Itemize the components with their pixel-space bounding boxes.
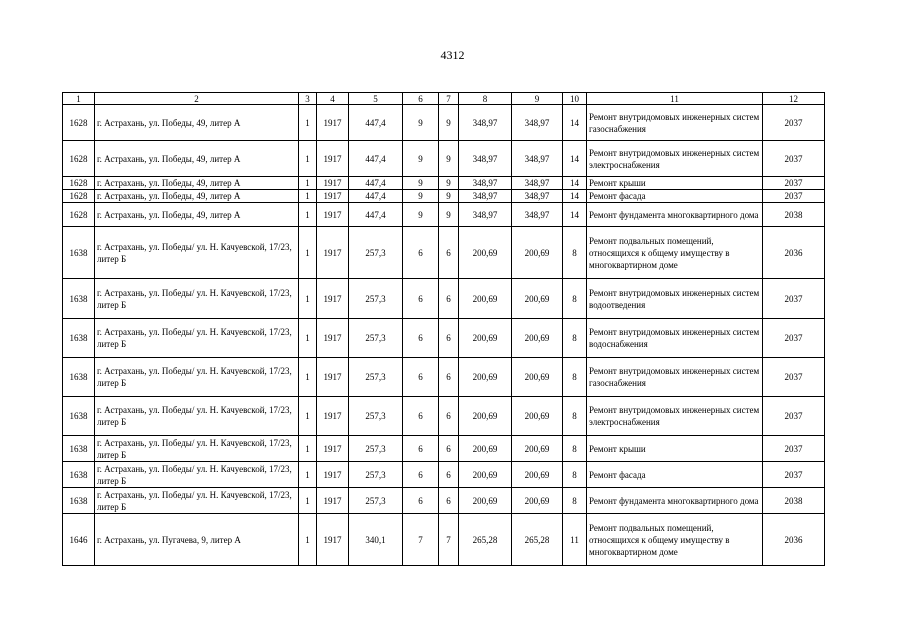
table-row (63, 177, 825, 190)
area-residential-cell: 200,69 (512, 279, 563, 319)
planned-year-cell: 2037 (763, 358, 825, 397)
register-table (62, 92, 825, 566)
col-7-cell: 6 (439, 436, 459, 462)
area-residential-cell: 200,69 (512, 488, 563, 514)
header-cell-4: 4 (317, 93, 349, 105)
area-residential-cell: 348,97 (512, 141, 563, 177)
col-10-cell: 8 (563, 462, 587, 488)
area-residential-cell: 200,69 (512, 227, 563, 279)
work-type-cell: Ремонт внутридомовых инженерных систем газоснабжения (587, 358, 763, 397)
address-cell: г. Астрахань, ул. Победы/ ул. Н. Качуевской, 17/23, литер Б (95, 436, 299, 462)
address-cell: г. Астрахань, ул. Победы, 49, литер А (95, 203, 299, 227)
col-7-cell: 7 (439, 514, 459, 566)
header-cell-5: 5 (349, 93, 403, 105)
year-cell: 1917 (317, 319, 349, 358)
col-10-cell: 8 (563, 397, 587, 436)
planned-year-cell: 2037 (763, 462, 825, 488)
row-id-cell: 1628 (63, 190, 95, 203)
year-cell: 1917 (317, 190, 349, 203)
address-cell: г. Астрахань, ул. Победы, 49, литер А (95, 177, 299, 190)
table-row (63, 436, 825, 462)
col-3-cell: 1 (299, 177, 317, 190)
area-living-cell: 265,28 (459, 514, 512, 566)
row-id-cell: 1628 (63, 141, 95, 177)
col-6-cell: 9 (403, 190, 439, 203)
col-10-cell: 8 (563, 279, 587, 319)
col-10-cell: 8 (563, 436, 587, 462)
col-6-cell: 9 (403, 141, 439, 177)
col-6-cell: 9 (403, 105, 439, 141)
col-6-cell: 6 (403, 488, 439, 514)
area-total-cell: 257,3 (349, 227, 403, 279)
year-cell: 1917 (317, 177, 349, 190)
col-3-cell: 1 (299, 203, 317, 227)
planned-year-cell: 2037 (763, 319, 825, 358)
col-10-cell: 14 (563, 141, 587, 177)
header-cell-6: 6 (403, 93, 439, 105)
row-id-cell: 1628 (63, 177, 95, 190)
header-cell-12: 12 (763, 93, 825, 105)
year-cell: 1917 (317, 279, 349, 319)
address-cell: г. Астрахань, ул. Победы, 49, литер А (95, 105, 299, 141)
area-residential-cell: 200,69 (512, 436, 563, 462)
row-id-cell: 1638 (63, 358, 95, 397)
area-living-cell: 200,69 (459, 488, 512, 514)
row-id-cell: 1638 (63, 319, 95, 358)
area-total-cell: 257,3 (349, 397, 403, 436)
col-10-cell: 14 (563, 177, 587, 190)
col-10-cell: 8 (563, 319, 587, 358)
year-cell: 1917 (317, 105, 349, 141)
area-living-cell: 200,69 (459, 319, 512, 358)
col-6-cell: 6 (403, 227, 439, 279)
col-3-cell: 1 (299, 141, 317, 177)
year-cell: 1917 (317, 462, 349, 488)
area-total-cell: 447,4 (349, 177, 403, 190)
col-6-cell: 6 (403, 279, 439, 319)
col-3-cell: 1 (299, 397, 317, 436)
work-type-cell: Ремонт крыши (587, 177, 763, 190)
area-residential-cell: 265,28 (512, 514, 563, 566)
area-residential-cell: 200,69 (512, 319, 563, 358)
area-living-cell: 200,69 (459, 397, 512, 436)
header-cell-7: 7 (439, 93, 459, 105)
col-6-cell: 9 (403, 203, 439, 227)
table-row (63, 488, 825, 514)
table-row (63, 190, 825, 203)
address-cell: г. Астрахань, ул. Пугачева, 9, литер А (95, 514, 299, 566)
address-cell: г. Астрахань, ул. Победы/ ул. Н. Качуевской, 17/23, литер Б (95, 397, 299, 436)
work-type-cell: Ремонт внутридомовых инженерных систем водоотведения (587, 279, 763, 319)
col-6-cell: 6 (403, 319, 439, 358)
col-7-cell: 9 (439, 190, 459, 203)
address-cell: г. Астрахань, ул. Победы/ ул. Н. Качуевской, 17/23, литер Б (95, 462, 299, 488)
table-row (63, 462, 825, 488)
header-cell-8: 8 (459, 93, 512, 105)
work-type-cell: Ремонт фасада (587, 462, 763, 488)
area-total-cell: 257,3 (349, 462, 403, 488)
area-residential-cell: 348,97 (512, 190, 563, 203)
area-living-cell: 200,69 (459, 436, 512, 462)
table-row (63, 397, 825, 436)
col-3-cell: 1 (299, 279, 317, 319)
col-7-cell: 6 (439, 227, 459, 279)
area-total-cell: 257,3 (349, 358, 403, 397)
col-3-cell: 1 (299, 319, 317, 358)
page-number: 4312 (440, 48, 465, 62)
row-id-cell: 1628 (63, 203, 95, 227)
col-7-cell: 6 (439, 358, 459, 397)
table-row (63, 514, 825, 566)
row-id-cell: 1638 (63, 436, 95, 462)
work-type-cell: Ремонт внутридомовых инженерных систем газоснабжения (587, 105, 763, 141)
col-7-cell: 6 (439, 488, 459, 514)
col-10-cell: 11 (563, 514, 587, 566)
col-3-cell: 1 (299, 488, 317, 514)
area-total-cell: 447,4 (349, 190, 403, 203)
col-3-cell: 1 (299, 190, 317, 203)
col-3-cell: 1 (299, 462, 317, 488)
planned-year-cell: 2037 (763, 177, 825, 190)
header-cell-11: 11 (587, 93, 763, 105)
header-cell-2: 2 (95, 93, 299, 105)
header-row (63, 93, 825, 105)
col-7-cell: 9 (439, 141, 459, 177)
table-row (63, 203, 825, 227)
col-10-cell: 14 (563, 105, 587, 141)
area-living-cell: 348,97 (459, 105, 512, 141)
area-total-cell: 257,3 (349, 319, 403, 358)
work-type-cell: Ремонт фундамента многоквартирного дома (587, 488, 763, 514)
work-type-cell: Ремонт подвальных помещений, относящихся к общему имуществу в многоквартирном доме (587, 514, 763, 566)
col-7-cell: 9 (439, 177, 459, 190)
header-cell-1: 1 (63, 93, 95, 105)
area-total-cell: 447,4 (349, 105, 403, 141)
col-7-cell: 6 (439, 397, 459, 436)
year-cell: 1917 (317, 203, 349, 227)
address-cell: г. Астрахань, ул. Победы, 49, литер А (95, 141, 299, 177)
planned-year-cell: 2038 (763, 203, 825, 227)
work-type-cell: Ремонт фундамента многоквартирного дома (587, 203, 763, 227)
table-row (63, 358, 825, 397)
work-type-cell: Ремонт фасада (587, 190, 763, 203)
planned-year-cell: 2036 (763, 227, 825, 279)
planned-year-cell: 2037 (763, 105, 825, 141)
year-cell: 1917 (317, 397, 349, 436)
table-row (63, 279, 825, 319)
table-row (63, 319, 825, 358)
year-cell: 1917 (317, 227, 349, 279)
area-living-cell: 200,69 (459, 462, 512, 488)
col-3-cell: 1 (299, 436, 317, 462)
col-7-cell: 6 (439, 319, 459, 358)
col-3-cell: 1 (299, 514, 317, 566)
col-6-cell: 9 (403, 177, 439, 190)
area-living-cell: 200,69 (459, 279, 512, 319)
col-6-cell: 6 (403, 358, 439, 397)
table-row (63, 227, 825, 279)
area-residential-cell: 200,69 (512, 358, 563, 397)
col-6-cell: 6 (403, 397, 439, 436)
row-id-cell: 1628 (63, 105, 95, 141)
work-type-cell: Ремонт внутридомовых инженерных систем водоснабжения (587, 319, 763, 358)
address-cell: г. Астрахань, ул. Победы/ ул. Н. Качуевской, 17/23, литер Б (95, 319, 299, 358)
work-type-cell: Ремонт подвальных помещений, относящихся к общему имуществу в многоквартирном доме (587, 227, 763, 279)
header-cell-9: 9 (512, 93, 563, 105)
address-cell: г. Астрахань, ул. Победы/ ул. Н. Качуевской, 17/23, литер Б (95, 279, 299, 319)
planned-year-cell: 2036 (763, 514, 825, 566)
table-row (63, 105, 825, 141)
area-total-cell: 340,1 (349, 514, 403, 566)
col-6-cell: 6 (403, 436, 439, 462)
area-total-cell: 257,3 (349, 279, 403, 319)
area-total-cell: 447,4 (349, 141, 403, 177)
year-cell: 1917 (317, 436, 349, 462)
table-row (63, 141, 825, 177)
area-total-cell: 257,3 (349, 436, 403, 462)
year-cell: 1917 (317, 514, 349, 566)
row-id-cell: 1646 (63, 514, 95, 566)
col-3-cell: 1 (299, 227, 317, 279)
area-living-cell: 348,97 (459, 141, 512, 177)
header-cell-10: 10 (563, 93, 587, 105)
area-residential-cell: 200,69 (512, 397, 563, 436)
planned-year-cell: 2038 (763, 488, 825, 514)
work-type-cell: Ремонт крыши (587, 436, 763, 462)
header-cell-3: 3 (299, 93, 317, 105)
area-living-cell: 348,97 (459, 203, 512, 227)
col-7-cell: 9 (439, 203, 459, 227)
area-living-cell: 200,69 (459, 227, 512, 279)
col-3-cell: 1 (299, 358, 317, 397)
address-cell: г. Астрахань, ул. Победы/ ул. Н. Качуевской, 17/23, литер Б (95, 488, 299, 514)
area-living-cell: 200,69 (459, 358, 512, 397)
address-cell: г. Астрахань, ул. Победы, 49, литер А (95, 190, 299, 203)
row-id-cell: 1638 (63, 279, 95, 319)
planned-year-cell: 2037 (763, 279, 825, 319)
year-cell: 1917 (317, 488, 349, 514)
work-type-cell: Ремонт внутридомовых инженерных систем электроснабжения (587, 397, 763, 436)
area-living-cell: 348,97 (459, 177, 512, 190)
row-id-cell: 1638 (63, 462, 95, 488)
col-3-cell: 1 (299, 105, 317, 141)
area-living-cell: 348,97 (459, 190, 512, 203)
planned-year-cell: 2037 (763, 436, 825, 462)
planned-year-cell: 2037 (763, 190, 825, 203)
area-residential-cell: 348,97 (512, 203, 563, 227)
area-residential-cell: 200,69 (512, 462, 563, 488)
year-cell: 1917 (317, 141, 349, 177)
address-cell: г. Астрахань, ул. Победы/ ул. Н. Качуевской, 17/23, литер Б (95, 358, 299, 397)
col-7-cell: 9 (439, 105, 459, 141)
col-10-cell: 14 (563, 190, 587, 203)
register-table-body (63, 93, 825, 566)
col-10-cell: 8 (563, 358, 587, 397)
address-cell: г. Астрахань, ул. Победы/ ул. Н. Качуевской, 17/23, литер Б (95, 227, 299, 279)
col-6-cell: 7 (403, 514, 439, 566)
area-total-cell: 447,4 (349, 203, 403, 227)
col-6-cell: 6 (403, 462, 439, 488)
area-total-cell: 257,3 (349, 488, 403, 514)
year-cell: 1917 (317, 358, 349, 397)
col-10-cell: 8 (563, 488, 587, 514)
col-7-cell: 6 (439, 462, 459, 488)
area-residential-cell: 348,97 (512, 105, 563, 141)
planned-year-cell: 2037 (763, 141, 825, 177)
row-id-cell: 1638 (63, 227, 95, 279)
col-7-cell: 6 (439, 279, 459, 319)
col-10-cell: 14 (563, 203, 587, 227)
planned-year-cell: 2037 (763, 397, 825, 436)
row-id-cell: 1638 (63, 488, 95, 514)
col-10-cell: 8 (563, 227, 587, 279)
row-id-cell: 1638 (63, 397, 95, 436)
area-residential-cell: 348,97 (512, 177, 563, 190)
work-type-cell: Ремонт внутридомовых инженерных систем электроснабжения (587, 141, 763, 177)
